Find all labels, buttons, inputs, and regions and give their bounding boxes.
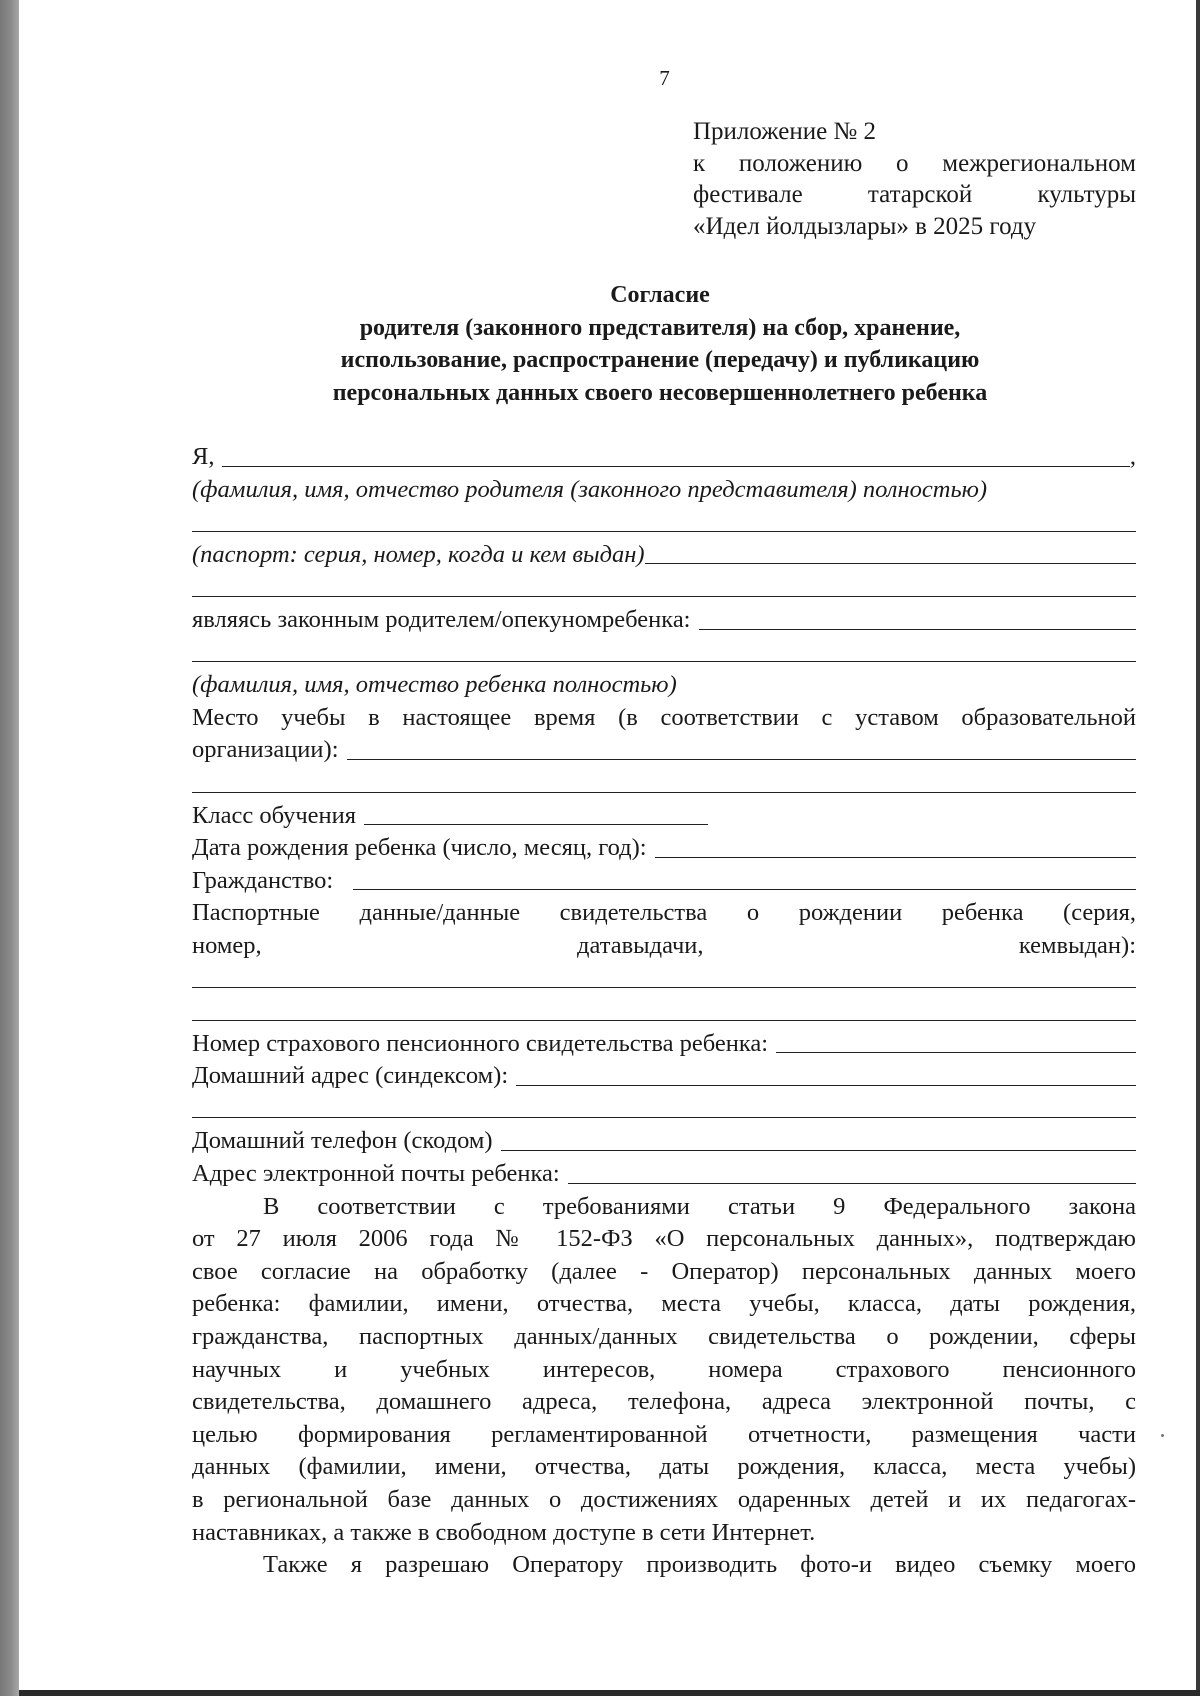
- passport-extra-row: [192, 571, 1136, 604]
- child-name-extra-row: [192, 637, 1136, 670]
- consent-line: от 27 июля 2006 года № 152-ФЗ «О персональных данных», подтверждаю: [192, 1225, 1136, 1253]
- birth-date-field[interactable]: [655, 857, 1136, 858]
- parent-name-hint: (фамилия, имя, отчество родителя (законного представителя) полностью): [192, 475, 988, 503]
- consent-line: научных и учебных интересов, номера страхового пенсионного: [192, 1355, 1136, 1383]
- child-passport-row1: [192, 963, 1136, 996]
- passport-row: [192, 539, 1136, 572]
- class-label: Класс обучения: [192, 801, 357, 829]
- child-name-hint: (фамилия, имя, отчество ребенка полностью): [192, 671, 677, 699]
- document-title: [180, 279, 1140, 409]
- snils-field[interactable]: [776, 1052, 1136, 1053]
- child-name-field[interactable]: [699, 629, 1137, 630]
- passport-extra-field[interactable]: [192, 596, 1136, 597]
- address-extra-field[interactable]: [192, 1117, 1136, 1118]
- photo-consent-line: Также я разрешаю Оператору производить фото-и видео съемку моего: [263, 1551, 1136, 1579]
- scan-speck: [1161, 1434, 1164, 1437]
- child-passport-extra-field[interactable]: [192, 1020, 1136, 1021]
- citizenship-label: Гражданство:: [192, 866, 334, 894]
- consent-paragraph: [192, 1191, 1136, 1582]
- snils-row: [192, 1028, 1136, 1061]
- consent-line: свое согласие на обработку (далее - Оператор) персональных данных моего: [192, 1257, 1136, 1285]
- consent-line: гражданства, паспортных данных/данных свидетельства о рождении, сферы: [192, 1323, 1136, 1351]
- i-label: Я,: [192, 443, 215, 470]
- snils-label: Номер страхового пенсионного свидетельства ребенка:: [192, 1029, 769, 1057]
- consent-form: [192, 441, 1136, 1582]
- title-line: персональных данных своего несовершеннолетнего ребенка: [332, 379, 988, 406]
- guardian-label: являясь законным родителем/опекуномребенка:: [192, 605, 691, 633]
- citizenship-field[interactable]: [353, 889, 1136, 890]
- address-field[interactable]: [516, 1085, 1136, 1086]
- email-label: Адрес электронной почты ребенка:: [192, 1160, 560, 1188]
- school-extra-field[interactable]: [192, 792, 1136, 793]
- appendix-line: к положению о межрегиональном: [693, 149, 1136, 177]
- parent-extra-field[interactable]: [192, 531, 1136, 532]
- child-passport-row2: [192, 995, 1136, 1028]
- parent-name-row: [192, 441, 1136, 474]
- address-label: Домашний адрес (синдексом):: [192, 1062, 509, 1090]
- birth-label: Дата рождения ребенка (число, месяц, год):: [192, 834, 647, 862]
- school-label-line2: организации):: [192, 736, 339, 764]
- email-row: [192, 1158, 1136, 1191]
- address-extra-row: [192, 1093, 1136, 1126]
- title-line: родителя (законного представителя) на сбор, хранение,: [359, 314, 961, 341]
- school-label-line1: Место учебы в настоящее время (в соответствии с уставом образовательной: [192, 703, 1136, 731]
- school-field[interactable]: [347, 759, 1137, 760]
- passport-field[interactable]: [645, 563, 1136, 564]
- child-passport-label-line1: Паспортные данные/данные свидетельства о рождении ребенка (серия,: [192, 899, 1136, 927]
- appendix-header: [693, 116, 1136, 242]
- appendix-title: Приложение № 2: [693, 118, 877, 145]
- consent-line: ребенка: фамилии, имени, отчества, места учебы, класса, даты рождения,: [192, 1290, 1136, 1318]
- school-row: [192, 734, 1136, 767]
- child-name-extra-field[interactable]: [192, 661, 1136, 662]
- passport-hint: (паспорт: серия, номер, когда и кем выдан): [192, 540, 645, 568]
- appendix-line: фестивале татарской культуры: [693, 181, 1136, 208]
- phone-row: [192, 1125, 1136, 1158]
- page-number: 7: [659, 66, 670, 90]
- title-line: использование, распространение (передачу) и публикацию: [340, 347, 980, 373]
- scan-bottom-edge: [19, 1690, 1200, 1696]
- parent-extra-row: [192, 506, 1136, 539]
- appendix-line: «Идел йолдызлары» в 2025 году: [693, 212, 1037, 240]
- consent-line: данных (фамилии, имени, отчества, даты рождения, класса, места учебы): [192, 1453, 1136, 1481]
- phone-label: Домашний телефон (скодом): [192, 1127, 493, 1155]
- email-field[interactable]: [568, 1183, 1136, 1184]
- child-passport-field[interactable]: [192, 987, 1136, 988]
- title-line: Согласие: [610, 282, 710, 308]
- class-row: [192, 800, 1136, 833]
- child-passport-label-line2: номер, датавыдачи, кемвыдан):: [192, 931, 1136, 959]
- consent-line: свидетельства, домашнего адреса, телефона, адреса электронной почты, с: [192, 1388, 1136, 1416]
- address-row: [192, 1060, 1136, 1093]
- birth-row: [192, 832, 1136, 865]
- guardian-row: [192, 604, 1136, 637]
- consent-line: целью формирования регламентированной отчетности, размещения части: [192, 1420, 1136, 1448]
- phone-field[interactable]: [501, 1150, 1136, 1151]
- class-field[interactable]: [364, 824, 708, 825]
- scan-left-edge: [0, 0, 19, 1696]
- citizenship-row: [192, 865, 1136, 898]
- trailing-comma: ,: [1129, 443, 1136, 470]
- parent-name-field[interactable]: [222, 466, 1129, 467]
- scan-right-edge: [1196, 0, 1200, 1696]
- consent-line: в региональной базе данных о достижениях одаренных детей и их педагогах-: [192, 1486, 1136, 1513]
- consent-line: В соответствии с требованиями статьи 9 Федерального закона: [263, 1192, 1136, 1220]
- consent-line: наставниках, а также в свободном доступе в сети Интернет.: [192, 1518, 816, 1546]
- school-extra-row: [192, 767, 1136, 800]
